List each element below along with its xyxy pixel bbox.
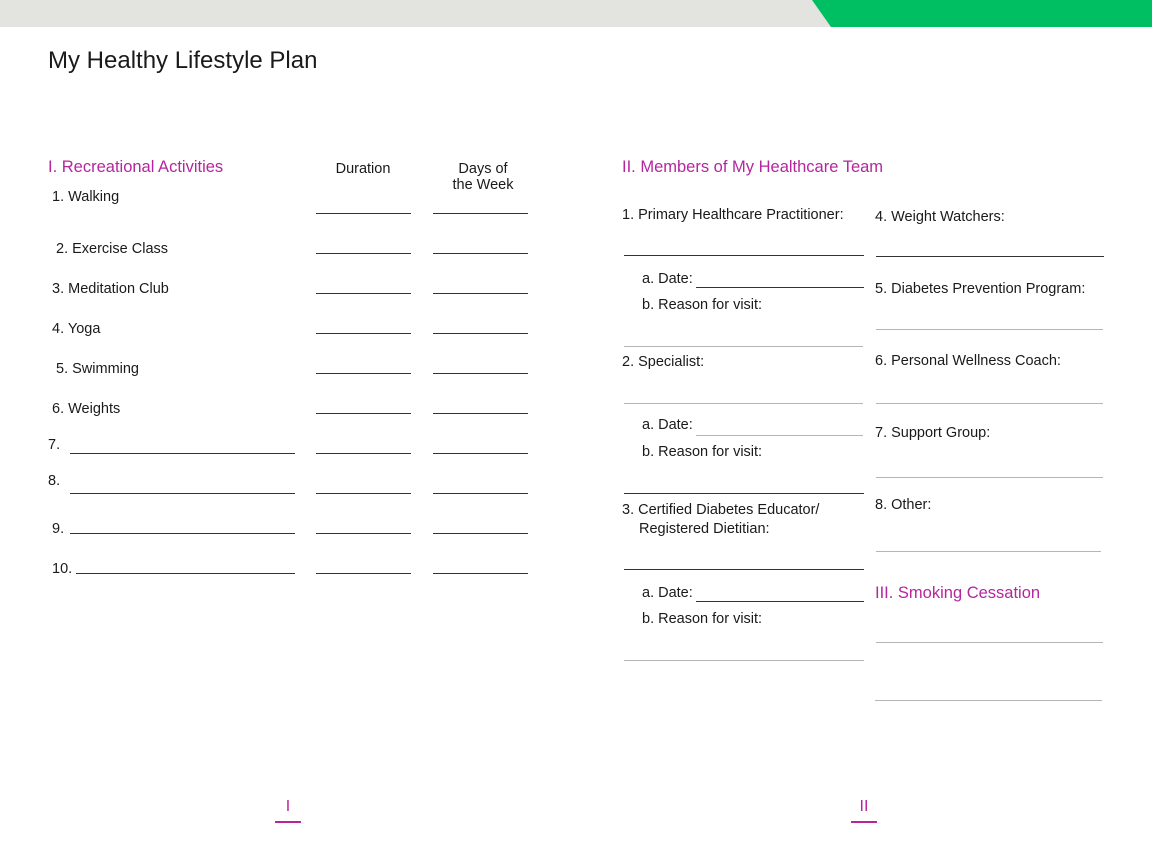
activity-label-8: 8. xyxy=(48,473,61,489)
exercise-class-days-line[interactable] xyxy=(433,253,528,254)
educator-label-line1: 3. Certified Diabetes Educator/ xyxy=(622,502,820,518)
primary-reason-line[interactable] xyxy=(624,346,863,347)
primary-practitioner-label: 1. Primary Healthcare Practitioner: xyxy=(622,207,844,223)
educator-reason-line[interactable] xyxy=(624,660,864,661)
activity-label-9: 9. xyxy=(52,521,65,537)
walking-duration-line[interactable] xyxy=(316,213,411,214)
days-column-header: Days of the Week xyxy=(452,161,514,193)
yoga-days-line[interactable] xyxy=(433,333,528,334)
activity-label-7: 7. xyxy=(48,437,61,453)
meditation-duration-line[interactable] xyxy=(316,293,411,294)
accent-stripe xyxy=(812,0,1152,27)
diabetes-prevention-label: 5. Diabetes Prevention Program: xyxy=(875,281,1086,297)
educator-date-label: a. Date: xyxy=(642,585,693,601)
swimming-duration-line[interactable] xyxy=(316,373,411,374)
support-group-label: 7. Support Group: xyxy=(875,425,991,441)
swimming-days-line[interactable] xyxy=(433,373,528,374)
other-line[interactable] xyxy=(876,551,1101,552)
smoking-line-2[interactable] xyxy=(875,700,1102,701)
educator-date-line[interactable] xyxy=(696,601,864,602)
primary-date-label: a. Date: xyxy=(642,271,693,287)
weights-duration-line[interactable] xyxy=(316,413,411,414)
activity-label-10: 10. xyxy=(52,561,73,577)
page-marker-right-underline xyxy=(851,821,877,823)
page-title: My Healthy Lifestyle Plan xyxy=(48,47,318,74)
activity-9-days-line[interactable] xyxy=(433,533,528,534)
support-group-line[interactable] xyxy=(876,477,1103,478)
specialist-line[interactable] xyxy=(624,403,863,404)
specialist-date-label: a. Date: xyxy=(642,417,693,433)
educator-line[interactable] xyxy=(624,569,864,570)
weight-watchers-label: 4. Weight Watchers: xyxy=(875,209,1005,225)
activity-label-weights: 6. Weights xyxy=(52,401,121,417)
diabetes-prevention-line[interactable] xyxy=(876,329,1103,330)
specialist-date-line[interactable] xyxy=(696,435,863,436)
section-healthcare-heading: II. Members of My Healthcare Team xyxy=(622,158,884,176)
specialist-reason-line[interactable] xyxy=(624,493,864,494)
section-smoking-heading: III. Smoking Cessation xyxy=(875,584,1041,602)
section-recreational-heading: I. Recreational Activities xyxy=(48,158,224,176)
other-label: 8. Other: xyxy=(875,497,932,513)
page-number-left: I xyxy=(285,798,291,815)
primary-reason-label: b. Reason for visit: xyxy=(642,297,763,313)
duration-column-header: Duration xyxy=(335,161,391,177)
activity-label-exercise-class: 2. Exercise Class xyxy=(56,241,169,257)
activity-label-meditation-club: 3. Meditation Club xyxy=(52,281,169,297)
activity-8-days-line[interactable] xyxy=(433,493,528,494)
primary-practitioner-line[interactable] xyxy=(624,255,864,256)
activity-10-days-line[interactable] xyxy=(433,573,528,574)
activity-9-name-line[interactable] xyxy=(70,533,295,534)
primary-date-line[interactable] xyxy=(696,287,864,288)
smoking-line-1[interactable] xyxy=(876,642,1103,643)
weights-days-line[interactable] xyxy=(433,413,528,414)
meditation-days-line[interactable] xyxy=(433,293,528,294)
weight-watchers-line[interactable] xyxy=(876,256,1104,257)
activity-7-duration-line[interactable] xyxy=(316,453,411,454)
activity-8-duration-line[interactable] xyxy=(316,493,411,494)
activity-7-days-line[interactable] xyxy=(433,453,528,454)
activity-label-swimming: 5. Swimming xyxy=(56,361,139,377)
yoga-duration-line[interactable] xyxy=(316,333,411,334)
activity-10-name-line[interactable] xyxy=(76,573,295,574)
walking-days-line[interactable] xyxy=(433,213,528,214)
activity-8-name-line[interactable] xyxy=(70,493,295,494)
page-number-right: II xyxy=(859,798,869,815)
wellness-coach-label: 6. Personal Wellness Coach: xyxy=(875,353,1061,369)
exercise-class-duration-line[interactable] xyxy=(316,253,411,254)
educator-reason-label: b. Reason for visit: xyxy=(642,611,763,627)
activity-9-duration-line[interactable] xyxy=(316,533,411,534)
activity-label-yoga: 4. Yoga xyxy=(52,321,101,337)
specialist-label: 2. Specialist: xyxy=(622,354,705,370)
activity-10-duration-line[interactable] xyxy=(316,573,411,574)
activity-label-walking: 1. Walking xyxy=(52,189,120,205)
page-marker-left-underline xyxy=(275,821,301,823)
educator-label-line2: Registered Dietitian: xyxy=(639,521,770,537)
specialist-reason-label: b. Reason for visit: xyxy=(642,444,763,460)
activity-7-name-line[interactable] xyxy=(70,453,295,454)
wellness-coach-line[interactable] xyxy=(876,403,1103,404)
